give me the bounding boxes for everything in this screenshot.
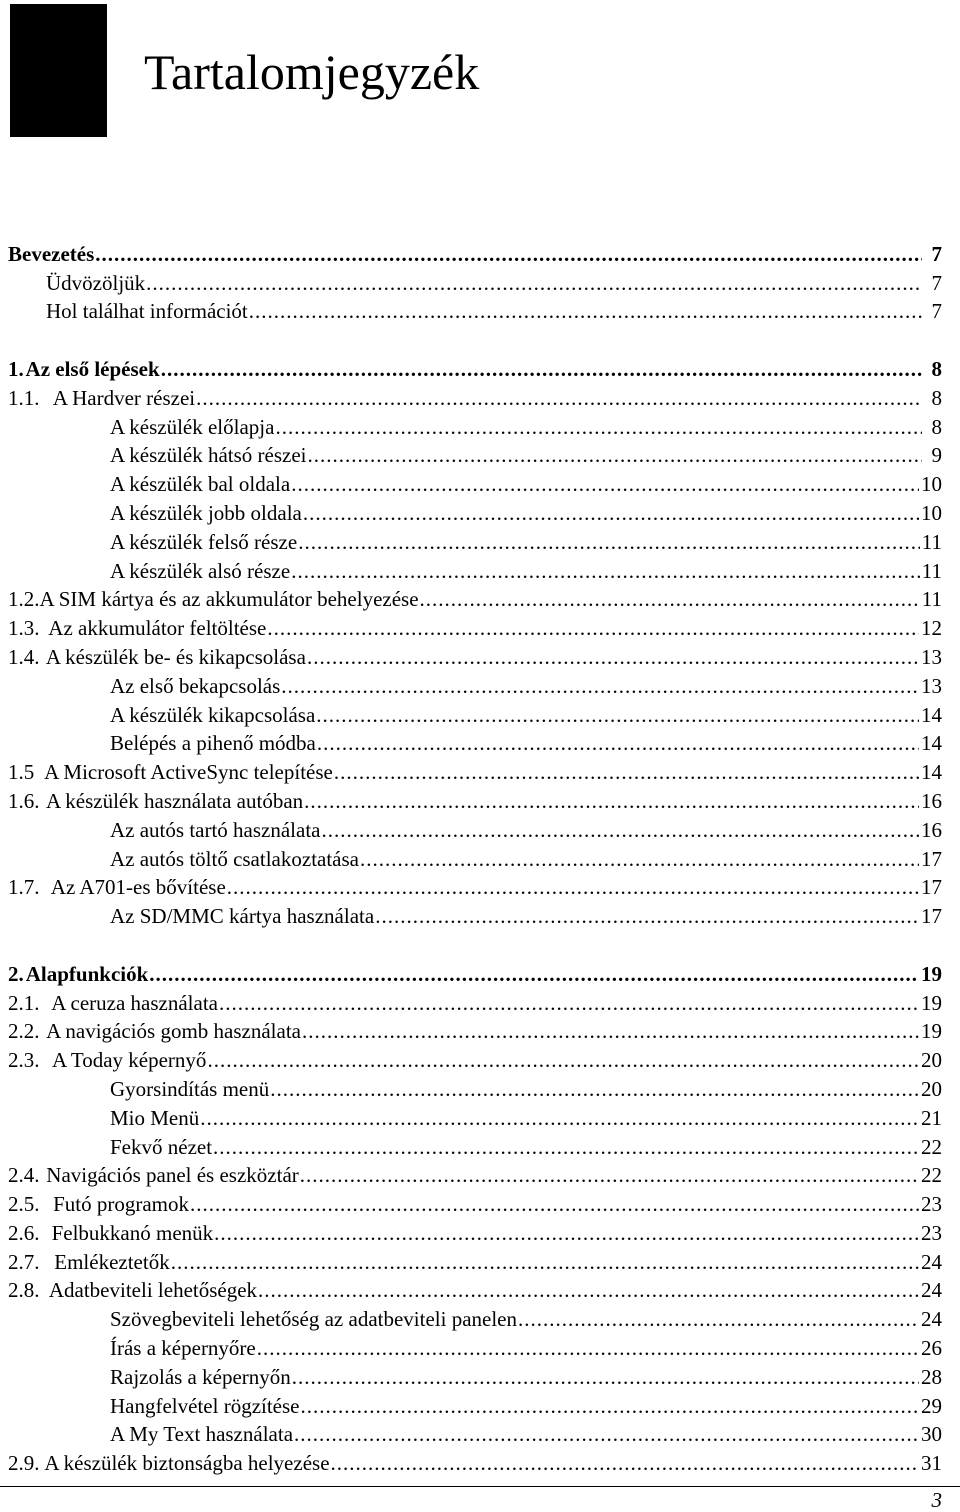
dot-leader [200,1105,919,1131]
toc-entry-chapter[interactable] [8,238,942,267]
toc-entry-page: 14 [921,702,942,727]
toc-entry-page: 12 [921,616,942,641]
dot-leader [334,759,919,785]
dot-leader [298,529,920,555]
toc-entry-label: A készülék használata autóban [46,788,304,813]
toc-entry-section[interactable] [8,785,942,814]
dot-leader [292,1364,919,1390]
toc-entry-label: Fekvő nézet [110,1134,213,1159]
dot-leader [316,702,919,728]
toc-entry-page: 11 [921,587,942,612]
table-of-contents [8,238,942,1476]
toc-entry-number: 1.4. [8,644,40,669]
toc-entry-page: 23 [921,1220,942,1245]
toc-entry-label: A Microsoft ActiveSync telepítése [44,760,333,785]
toc-entry[interactable] [8,296,942,325]
dot-leader [291,558,920,584]
dot-leader [196,385,922,411]
toc-entry-page: 20 [921,1048,942,1073]
toc-entry-subsection[interactable] [8,526,942,555]
dot-leader [207,1047,919,1073]
toc-entry-page: 19 [921,1019,942,1044]
toc-entry-label: Az autós töltő csatlakoztatása [110,846,359,871]
toc-entry-subsection[interactable] [8,411,942,440]
toc-entry-page: 22 [921,1163,942,1188]
dot-leader [270,1076,919,1102]
toc-entry-label: Rajzolás a képernyőn [110,1364,291,1389]
toc-entry-section[interactable] [8,872,942,901]
toc-entry-subsection[interactable] [8,699,942,728]
toc-entry-section[interactable] [8,1044,942,1073]
dot-leader [304,788,919,814]
dot-leader [275,414,922,440]
toc-entry-subsection[interactable] [8,670,942,699]
toc-entry-section[interactable] [8,987,942,1016]
toc-entry-section[interactable] [8,1188,942,1217]
toc-entry-number: 1.7. [8,875,40,900]
dot-leader [214,1220,919,1246]
toc-entry[interactable] [8,267,942,296]
toc-entry-label: Gyorsindítás menü [110,1076,270,1101]
toc-entry-label: A navigációs gomb használata [46,1019,301,1044]
toc-entry-page: 28 [921,1364,942,1389]
toc-entry-page: 7 [931,270,942,295]
dot-leader [257,1335,919,1361]
dot-leader [95,241,922,267]
toc-entry-section[interactable] [8,1246,942,1275]
toc-entry-page: 14 [921,760,942,785]
toc-entry-label: Az A701-es bővítése [50,875,226,900]
toc-entry-label: Mio Menü [110,1105,200,1130]
toc-entry-page: 8 [931,356,942,381]
toc-entry-page: 11 [921,529,942,554]
dot-leader [146,270,922,296]
dot-leader [149,961,919,987]
toc-entry-page: 17 [921,875,942,900]
dot-leader [267,615,919,641]
toc-entry-number: 2.6. [8,1220,40,1245]
toc-entry-page: 23 [921,1192,942,1217]
dot-leader [302,1018,919,1044]
dot-leader [300,1162,919,1188]
dot-leader [307,644,919,670]
toc-entry-number: 1.1. [8,385,40,410]
toc-entry-label: A készülék alsó része [110,558,291,583]
toc-entry-number: 2. [8,961,24,986]
dot-leader [281,673,919,699]
dot-leader [171,1249,919,1275]
toc-entry-subsection[interactable] [8,1131,942,1160]
toc-entry-section[interactable] [8,1160,942,1189]
toc-entry-label: Emlékeztetők [54,1249,170,1274]
dot-leader [213,1134,919,1160]
toc-entry-page: 7 [931,299,942,324]
toc-entry-subsection[interactable] [8,1102,942,1131]
toc-entry-section[interactable] [8,1016,942,1045]
toc-entry-label: Hangfelvétel rögzítése [110,1393,300,1418]
toc-entry-page: 24 [921,1278,942,1303]
toc-entry-label: A Today képernyő [51,1048,207,1073]
toc-entry-label: A SIM kártya és az akkumulátor behelyezése [39,587,419,612]
toc-entry-section[interactable] [8,756,942,785]
dot-leader [420,586,920,612]
toc-entry-label: Az első lépések [25,356,160,381]
toc-entry-page: 8 [931,414,942,439]
toc-entry-number: 2.9. [8,1451,40,1476]
toc-entry-label: Az SD/MMC kártya használata [110,904,375,929]
toc-entry-label: Hol találhat információt [46,299,248,324]
toc-entry-section[interactable] [8,1217,942,1246]
toc-entry-label: Írás a képernyőre [110,1336,256,1361]
dot-leader [308,442,922,468]
toc-entry-number: 2.4. [8,1163,40,1188]
toc-entry-number: 2.3. [8,1048,40,1073]
toc-entry-page: 10 [921,472,942,497]
dot-leader [322,817,920,843]
toc-entry-section[interactable] [8,584,942,613]
toc-entry-number: 2.2. [8,1019,40,1044]
toc-entry-page: 19 [921,961,942,986]
toc-entry-label: Üdvözöljük [46,270,146,295]
dot-leader [303,500,919,526]
dot-leader [249,298,922,324]
toc-entry-number: 1.2. [8,587,40,612]
toc-entry-number: 2.8. [8,1278,40,1303]
toc-entry-page: 17 [921,846,942,871]
toc-entry-number: 1. [8,356,24,381]
toc-entry-label: Navigációs panel és eszköztár [46,1163,299,1188]
toc-entry-number: 1.6. [8,788,40,813]
dot-leader [294,1421,919,1447]
dot-leader [360,846,919,872]
dot-leader [258,1277,919,1303]
toc-entry-subsection[interactable] [8,1332,942,1361]
toc-entry-page: 16 [921,788,942,813]
toc-entry-label: A My Text használata [110,1422,294,1447]
toc-entry-subsection[interactable] [8,843,942,872]
toc-entry-label: A készülék bal oldala [110,472,291,497]
toc-entry-page: 16 [921,817,942,842]
toc-entry-subsection[interactable] [8,1419,942,1448]
toc-entry-label: A készülék be- és kikapcsolása [45,644,306,669]
toc-entry-page: 17 [921,904,942,929]
toc-entry-label: Az autós tartó használata [110,817,321,842]
toc-entry-label: A Hardver részei [52,385,196,410]
toc-entry-page: 20 [921,1076,942,1101]
toc-entry-label: Futó programok [53,1192,189,1217]
toc-entry-section[interactable] [8,1447,942,1476]
toc-entry-label: A készülék előlapja [110,414,275,439]
toc-entry-label: A készülék felső része [110,529,298,554]
toc-entry-subsection[interactable] [8,440,942,469]
toc-entry-page: 7 [931,241,942,266]
dot-leader [190,1191,919,1217]
toc-entry-label: A ceruza használata [51,990,218,1015]
toc-entry-label: Az első bekapcsolás [110,673,281,698]
dot-leader [301,1393,920,1419]
toc-entry-page: 21 [921,1105,942,1130]
toc-entry-page: 11 [921,558,942,583]
toc-entry-label: Alapfunkciók [25,961,149,986]
toc-entry-label: A készülék biztonságba helyezése [44,1451,330,1476]
toc-entry-page: 14 [921,731,942,756]
toc-entry-page: 30 [921,1422,942,1447]
dot-leader [161,356,922,382]
toc-entry-label: A készülék jobb oldala [110,500,302,525]
chapter-marker-block [10,4,107,137]
dot-leader [375,903,919,929]
toc-entry-section[interactable] [8,1275,942,1304]
toc-entry-subsection[interactable] [8,1303,942,1332]
toc-entry-number: 2.7. [8,1249,40,1274]
toc-entry-page: 31 [921,1451,942,1476]
toc-entry-number: 1.5 [8,760,35,785]
toc-entry-label: A készülék kikapcsolása [110,702,316,727]
toc-entry-number: 2.1. [8,990,40,1015]
dot-leader [219,990,919,1016]
toc-entry-page: 29 [921,1393,942,1418]
toc-entry-number: 2.5. [8,1192,40,1217]
toc-entry-page: 10 [921,500,942,525]
toc-entry-page: 13 [921,673,942,698]
toc-entry-page: 24 [921,1249,942,1274]
toc-entry-label: Az akkumulátor feltöltése [48,616,267,641]
toc-entry-subsection[interactable] [8,497,942,526]
toc-entry-page: 19 [921,990,942,1015]
toc-entry-label: A készülék hátsó részei [110,443,307,468]
toc-entry-page: 24 [921,1307,942,1332]
dot-leader [317,730,919,756]
toc-entry-subsection[interactable] [8,1361,942,1390]
page-title: Tartalomjegyzék [144,44,480,100]
toc-entry-label: Belépés a pihenő módba [110,731,316,756]
toc-entry-subsection[interactable] [8,814,942,843]
dot-leader [518,1306,919,1332]
toc-entry-section[interactable] [8,612,942,641]
toc-entry-label: Szövegbeviteli lehetőség az adatbeviteli panelen [110,1307,517,1332]
toc-entry-section[interactable] [8,382,942,411]
toc-entry-subsection[interactable] [8,1390,942,1419]
toc-entry-section[interactable] [8,641,942,670]
toc-entry-number: 1.3. [8,616,40,641]
toc-entry-label: Adatbeviteli lehetőségek [48,1278,258,1303]
toc-entry-page: 8 [931,385,942,410]
page-number: 3 [931,1488,942,1512]
toc-entry-chapter[interactable] [8,958,942,987]
toc-entry-subsection[interactable] [8,728,942,757]
toc-entry-subsection[interactable] [8,1073,942,1102]
toc-entry-subsection[interactable] [8,900,942,929]
toc-entry-label: Felbukkanó menük [51,1220,214,1245]
dot-leader [291,471,919,497]
toc-entry-chapter[interactable] [8,353,942,382]
toc-entry-page: 13 [921,644,942,669]
toc-entry-page: 26 [921,1336,942,1361]
dot-leader [331,1450,919,1476]
toc-entry-label: Bevezetés [8,241,95,266]
footer-rule [0,1486,960,1487]
dot-leader [227,874,919,900]
toc-entry-subsection[interactable] [8,555,942,584]
toc-entry-subsection[interactable] [8,468,942,497]
toc-entry-page: 9 [931,443,942,468]
toc-entry-page: 22 [921,1134,942,1159]
